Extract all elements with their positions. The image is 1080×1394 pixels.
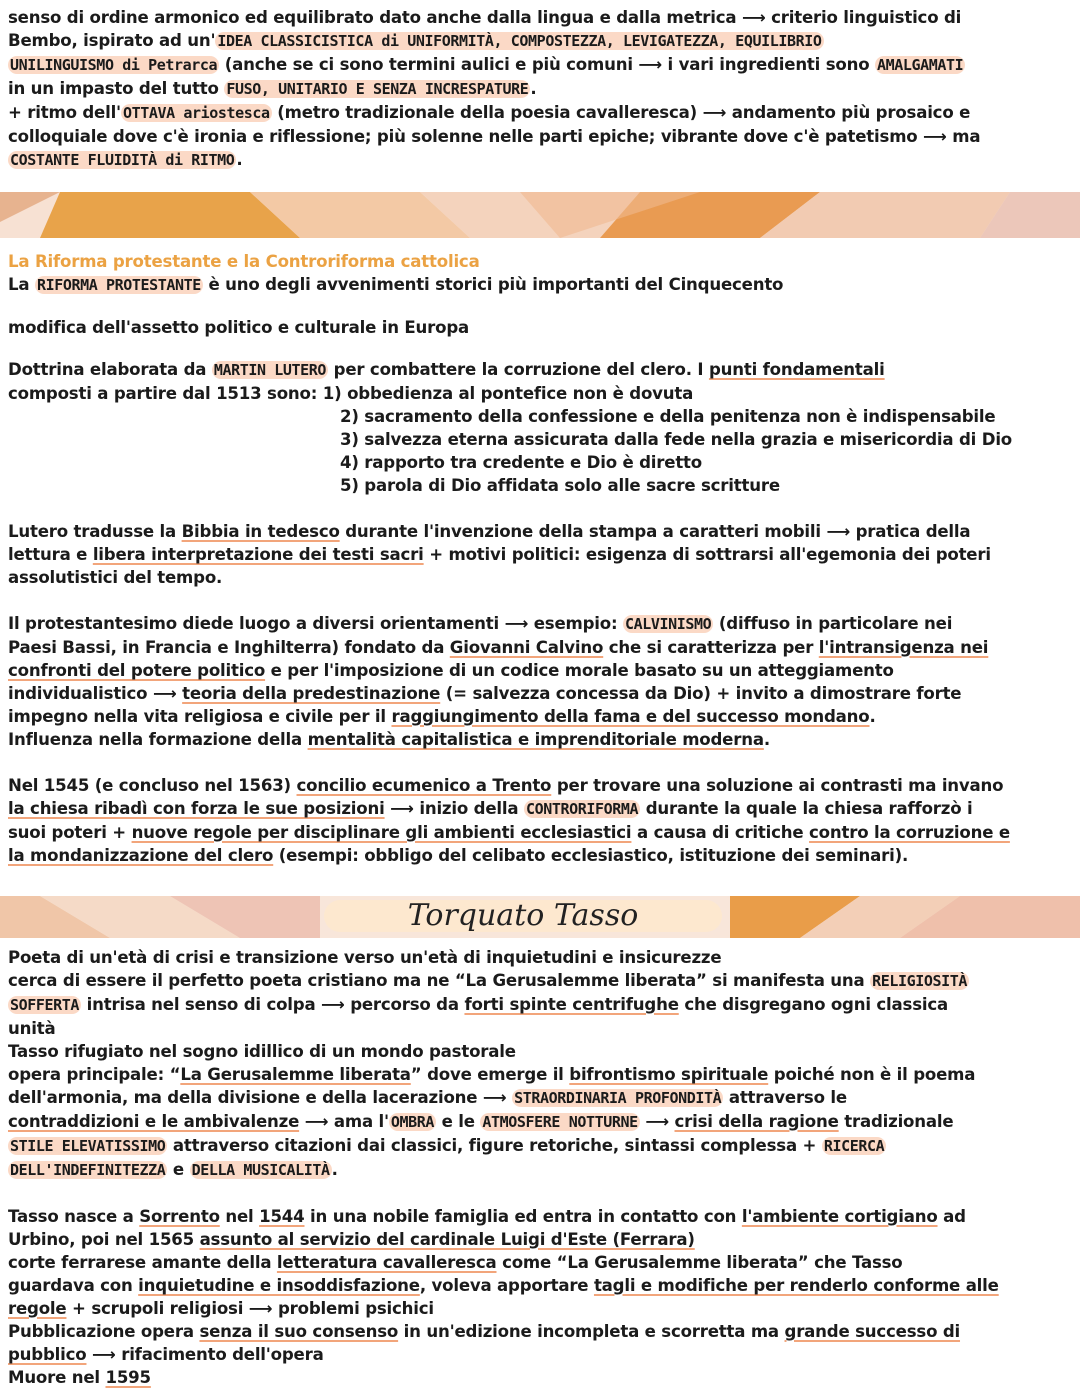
tasso-p1-line-2: cerca di essere il perfetto poeta cristiano ma ne “La Gerusalemme liberata” si manifesta una RELIGIOSITÀ (8, 971, 968, 990)
highlight-musicalita: DELLA MUSICALITÀ (191, 1161, 330, 1179)
tasso-p2-line-4: guardava con inquietudine e insoddisfazione, voleva apportare tagli e modifiche per renderlo conforme alle (8, 1276, 999, 1295)
tasso-p2-line-6: Pubblicazione opera senza il suo consenso in un'edizione incompleta e scorretta ma grande successo di (8, 1322, 961, 1341)
tasso-p1-line-8: contraddizioni e le ambivalenze ⟶ ama l' OMBRA e le ATMOSFERE NOTTURNE ⟶ crisi della ragione tradizionale (8, 1112, 954, 1131)
tasso-p1-line-9: STILE ELEVATISSIMO attraverso citazioni dai classici, figure retoriche, sintassi complessa + RICERCA (10, 1136, 885, 1155)
riforma-p5-line-3: confronti del potere politico e per l'imposizione di un codice morale basato su un atteggiamento (8, 661, 894, 680)
highlight-fuso-unitario: FUSO, UNITARIO E SENZA INCRESPATURE (226, 80, 529, 98)
highlight-unilinguismo: UNILINGUISMO di Petrarca (10, 56, 218, 74)
decorative-banner-1 (0, 192, 1080, 238)
riforma-p5-line-6: Influenza nella formazione della mentalità capitalistica e imprenditoriale moderna. (8, 730, 770, 749)
tasso-p1-line-6: opera principale: “La Gerusalemme liberata” dove emerge il bifrontismo spirituale poiché non è il poema (8, 1065, 976, 1084)
highlight-idea-classicistica: IDEA CLASSICISTICA di UNIFORMITÀ, COMPOSTEZZA, LEVIGATEZZA, EQUILIBRIO (217, 32, 822, 50)
tasso-section (8, 946, 1072, 1389)
intro-line-2: Bembo, ispirato ad un' IDEA CLASSICISTICA di UNIFORMITÀ, COMPOSTEZZA, LEVIGATEZZA, EQUILIBRIO (8, 31, 822, 50)
banner-art-1 (0, 192, 1080, 238)
highlight-controriforma: CONTRORIFORMA (525, 800, 639, 818)
riforma-p3a: Dottrina elaborata da MARTIN LUTERO per combattere la corruzione del clero. I punti fondamentali (8, 360, 885, 379)
riforma-p5-line-5: impegno nella vita religiosa e civile per il raggiungimento della fama e del successo mondano. (8, 707, 876, 726)
point-4: 4) rapporto tra credente e Dio è diretto (340, 453, 702, 472)
intro-line-6: colloquiale dove c'è ironia e riflessione; più solenne nelle parti epiche; vibrante dove c'è patetismo ⟶ ma (8, 127, 981, 146)
riforma-p5-line-4: individualistico ⟶ teoria della predestinazione (= salvezza concessa da Dio) + invito a dimostrare forte (8, 684, 962, 703)
highlight-ricerca: RICERCA (823, 1137, 885, 1155)
tasso-p1-line-5: Tasso rifugiato nel sogno idillico di un mondo pastorale (8, 1042, 516, 1061)
highlight-costante-fluidita: COSTANTE FLUIDITÀ di RITMO (10, 151, 235, 169)
point-5: 5) parola di Dio affidata solo alle sacre scritture (340, 476, 780, 495)
highlight-ottava: OTTAVA ariostesca (122, 104, 270, 122)
tasso-p2-line-7: pubblico ⟶ rifacimento dell'opera (8, 1345, 324, 1364)
riforma-p4-line-1: Lutero tradusse la Bibbia in tedesco durante l'invenzione della stampa a caratteri mobili ⟶ pratica della (8, 522, 971, 541)
point-3: 3) salvezza eterna assicurata dalla fede nella grazia e misericordia di Dio (340, 430, 1013, 449)
highlight-atmosfere-notturne: ATMOSFERE NOTTURNE (482, 1113, 638, 1131)
highlight-riforma-protestante: RIFORMA PROTESTANTE (36, 276, 201, 294)
riforma-p6-line-1: Nel 1545 (e concluso nel 1563) concilio ecumenico a Trento per trovare una soluzione ai contrasti ma invano (8, 776, 1004, 795)
riforma-p3b: composti a partire dal 1513 sono: 1) obbedienza al pontefice non è dovuta (8, 384, 694, 403)
intro-line-1: senso di ordine armonico ed equilibrato dato anche dalla lingua e dalla metrica ⟶ criterio linguistico di (8, 8, 962, 27)
highlight-ombra: OMBRA (390, 1113, 435, 1131)
tasso-p2-line-8: Muore nel 1595 (8, 1368, 151, 1387)
highlight-straordinaria-profondita: STRAORDINARIA PROFONDITÀ (514, 1089, 722, 1107)
highlight-calvinismo: CALVINISMO (625, 615, 712, 633)
point-1: 1) obbedienza al pontefice non è dovuta (322, 384, 694, 403)
intro-line-7: COSTANTE FLUIDITÀ di RITMO . (10, 150, 243, 169)
highlight-sofferta: SOFFERTA (10, 996, 80, 1014)
highlight-religiosita: RELIGIOSITÀ (872, 972, 968, 990)
riforma-p2: modifica dell'assetto politico e culturale in Europa (8, 318, 469, 337)
tasso-title: Torquato Tasso (324, 900, 722, 932)
highlight-stile-elevatissimo: STILE ELEVATISSIMO (10, 1137, 166, 1155)
riforma-p4-line-3: assolutistici del tempo. (8, 568, 223, 587)
riforma-p6-line-2: la chiesa ribadì con forza le sue posizioni ⟶ inizio della CONTRORIFORMA durante la quale la chiesa rafforzò i (8, 799, 973, 818)
point-2: 2) sacramento della confessione e della penitenza non è indispensabile (340, 407, 996, 426)
riforma-p4-line-2: lettura e libera interpretazione dei testi sacri + motivi politici: esigenza di sottrarsi all'egemonia dei poteri (8, 545, 991, 564)
riforma-title: La Riforma protestante e la Controriforma cattolica (8, 252, 480, 271)
tasso-p2-line-5: regole + scrupoli religiosi ⟶ problemi psichici (8, 1299, 434, 1318)
riforma-section (8, 250, 1072, 867)
riforma-p1: La RIFORMA PROTESTANTE è uno degli avvenimenti storici più importanti del Cinquecento (8, 275, 784, 294)
riforma-p6-line-4: la mondanizzazione del clero (esempi: obbligo del celibato ecclesiastico, istituzione dei seminari). (8, 846, 909, 865)
intro-line-4: in un impasto del tutto FUSO, UNITARIO E SENZA INCRESPATURE . (8, 79, 537, 98)
intro-line-3: UNILINGUISMO di Petrarca (anche se ci sono termini aulici e più comuni ⟶ i vari ingredienti sono AMALGAMATI (10, 55, 964, 74)
intro-paragraph (8, 6, 1072, 172)
tasso-p2-line-1: Tasso nasce a Sorrento nel 1544 in una nobile famiglia ed entra in contatto con l'ambiente cortigiano ad (8, 1207, 966, 1226)
tasso-p1-line-4: unità (8, 1019, 56, 1038)
riforma-p5-line-1: Il protestantesimo diede luogo a diversi orientamenti ⟶ esempio: CALVINISMO (diffuso in particolare nei (8, 614, 953, 633)
highlight-amalgamati: AMALGAMATI (877, 56, 964, 74)
tasso-p1-line-3: SOFFERTA intrisa nel senso di colpa ⟶ percorso da forti spinte centrifughe che disgregano ogni classica (10, 995, 949, 1014)
underline-punti-fondamentali: punti fondamentali (708, 360, 885, 379)
tasso-p2-line-2: Urbino, poi nel 1565 assunto al servizio del cardinale Luigi d'Este (Ferrara) (8, 1230, 695, 1249)
tasso-p2-line-3: corte ferrarese amante della letteratura cavalleresca come “La Gerusalemme liberata” che Tasso (8, 1253, 903, 1272)
intro-line-5: + ritmo dell' OTTAVA ariostesca (metro tradizionale della poesia cavalleresca) ⟶ andamento più prosaico e (8, 103, 971, 122)
riforma-p6-line-3: suoi poteri + nuove regole per disciplinare gli ambienti ecclesiastici a causa di critiche contro la corruzione e (8, 823, 1010, 842)
tasso-p1-line-10: DELL'INDEFINITEZZA e DELLA MUSICALITÀ . (10, 1160, 338, 1179)
highlight-indefinitezza: DELL'INDEFINITEZZA (10, 1161, 166, 1179)
riforma-p5-line-2: Paesi Bassi, in Francia e Inghilterra) fondato da Giovanni Calvino che si caratterizza per l'intransigenza nei (8, 638, 989, 657)
tasso-p1-line-1: Poeta di un'età di crisi e transizione verso un'età di inquietudini e insicurezze (8, 948, 722, 967)
highlight-martin-lutero: MARTIN LUTERO (213, 361, 327, 379)
tasso-p1-line-7: dell'armonia, ma della divisione e della lacerazione ⟶ STRAORDINARIA PROFONDITÀ attraverso le (8, 1088, 847, 1107)
